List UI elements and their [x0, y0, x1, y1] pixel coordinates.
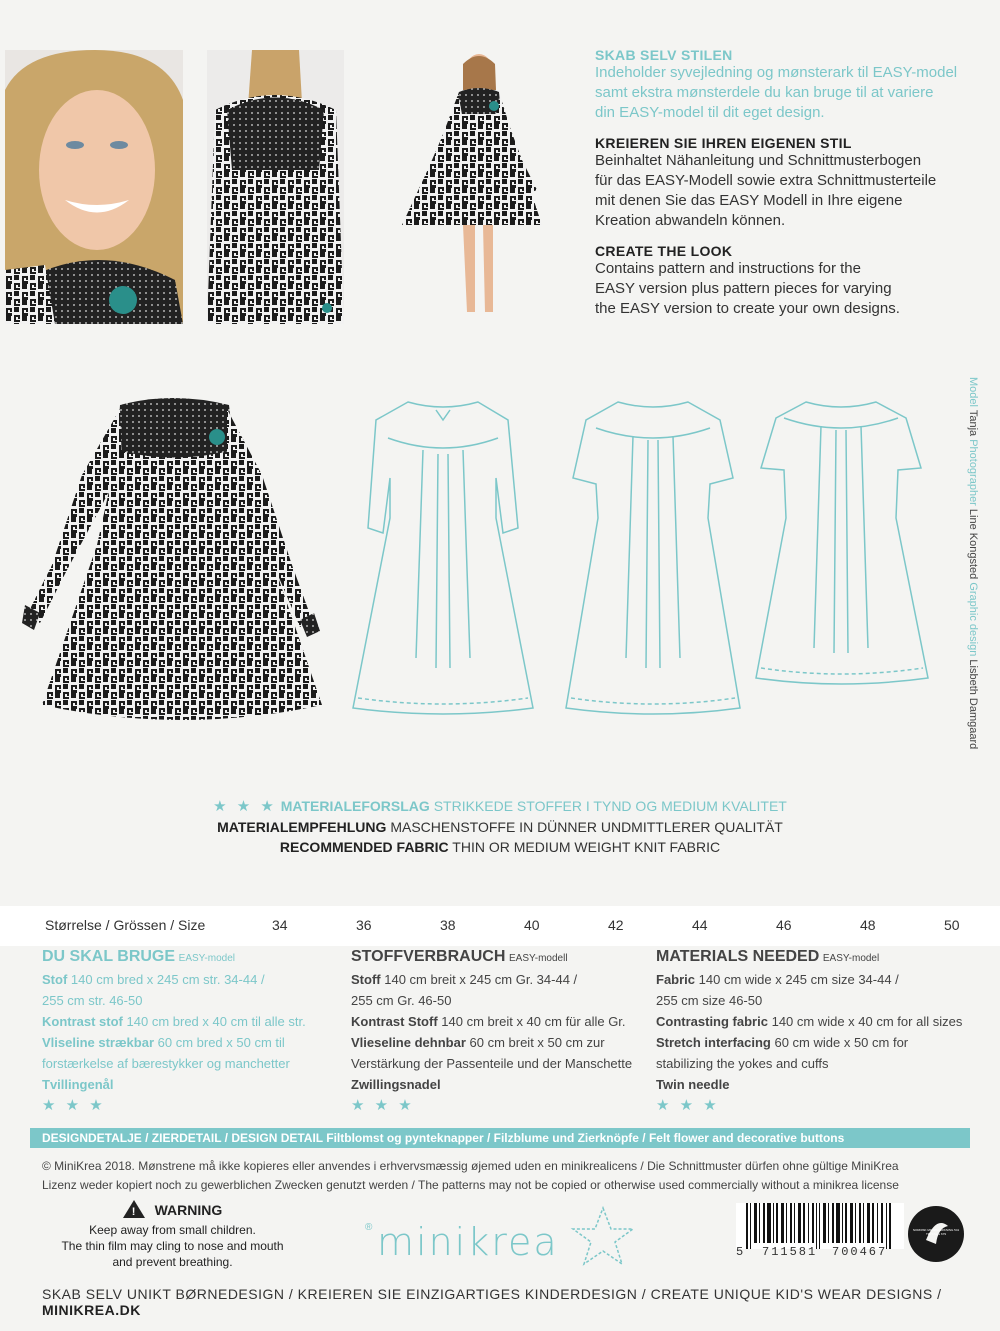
technical-drawings: [348, 398, 948, 723]
dress-product-image: [22, 395, 332, 730]
materials-da-model: EASY-model: [178, 953, 235, 964]
barcode: [736, 1203, 904, 1263]
footer-text: SKAB SELV UNIKT BØRNEDESIGN / KREIEREN SIE EINZIGARTIGES KINDERDESIGN / CREATE UNIQUE KID'S WEAR DESIGNS /: [42, 1286, 942, 1302]
fabric-de-value: MASCHENSTOFFE IN DÜNNER UNDMITTLERER QUALITÄT: [390, 819, 783, 835]
intro-de-line-2: für das EASY-Modell sowie extra Schnittmusterteile: [595, 172, 937, 189]
size-46: 46: [776, 917, 792, 933]
materials-en-fabric: 140 cm wide x 245 cm size 34-44 /: [698, 972, 899, 987]
warning-box: [40, 1200, 305, 1270]
minikrea-logo: [365, 1212, 645, 1272]
fabric-en-label: RECOMMENDED FABRIC: [279, 839, 449, 855]
fabric-en-value: THIN OR MEDIUM WEIGHT KNIT FABRIC: [452, 839, 721, 855]
model-full-photo: [397, 50, 547, 324]
fabric-de-label: MATERIALEMPFEHLUNG: [217, 819, 387, 835]
credits-model-name: Tanja: [967, 409, 979, 437]
materials-da: [42, 946, 342, 1116]
fabric-stars: ★ ★ ★: [213, 798, 277, 815]
size-42: 42: [608, 917, 624, 933]
materials-de-contrast-label: Kontrast Stoff: [351, 1014, 438, 1029]
copyright-line-1: © MiniKrea 2018. Mønstrene må ikke kopieres eller anvendes i erhvervsmæssig øjemed uden en minikrealicens / Die Schnittmuster dürfen ohne gültige MiniKrea: [42, 1159, 899, 1173]
copyright: [42, 1157, 972, 1195]
flat-view-2: [566, 402, 740, 714]
intro-de-line-1: Beinhaltet Nähanleitung und Schnittmusterbogen: [595, 152, 922, 169]
intro-en-title: CREATE THE LOOK: [595, 243, 733, 259]
ecolabel-icon: [908, 1206, 964, 1262]
intro-de-line-3: mit denen Sie das EASY Modell in Ihre eigene: [595, 192, 903, 209]
materials-en-fabric-label: Fabric: [656, 972, 696, 987]
flat-view-3: [756, 402, 928, 684]
footer-site-link[interactable]: MINIKREA.DK: [42, 1302, 141, 1318]
fabric-da-label: MATERIALEFORSLAG: [280, 798, 430, 814]
intro-en-line-3: the EASY version to create your own designs.: [595, 300, 900, 317]
intro-de-line-4: Kreation abwandeln können.: [595, 212, 786, 229]
materials-en-title: MATERIALS NEEDED: [656, 948, 820, 965]
warning-line-2: The thin film may cling to nose and mouth: [61, 1239, 284, 1253]
size-44: 44: [692, 917, 708, 933]
fabric-da-value: STRIKKEDE STOFFER I TYND OG MEDIUM KVALITET: [433, 798, 787, 814]
warning-line-1: Keep away from small children.: [89, 1223, 256, 1237]
materials-de-fabric: 140 cm breit x 245 cm Gr. 34-44 /: [384, 972, 578, 987]
size-34: 34: [272, 917, 288, 933]
logo-text: minikrea: [377, 1220, 559, 1264]
materials-de-contrast: 140 cm breit x 40 cm für alle Gr.: [441, 1014, 626, 1029]
size-40: 40: [524, 917, 540, 933]
materials-da-interfacing: 60 cm bred x 50 cm til: [157, 1035, 285, 1050]
materials-da-contrast: 140 cm bred x 40 cm til alle str.: [126, 1014, 306, 1029]
materials-de: [351, 946, 651, 1116]
credits-photo-name: Line Kongsted: [967, 508, 979, 580]
intro-da-line-1: Indeholder syvejledning og mønsterark til EASY-model: [595, 64, 958, 81]
materials-da-title: DU SKAL BRUGE: [42, 948, 176, 965]
flat-view-1: [353, 402, 533, 714]
materials-de-interfacing: 60 cm breit x 50 cm zur: [469, 1035, 605, 1050]
materials-en-fabric-2: 255 cm size 46-50: [656, 993, 763, 1008]
size-table: [0, 917, 1000, 937]
intro-text: [595, 47, 975, 319]
materials-en-model: EASY-model: [822, 953, 880, 964]
ecolabel-text: NORDISK MILJØMÆRKNING 541 TRYKSAG 679: [912, 1228, 960, 1236]
design-detail-banner: [30, 1128, 970, 1148]
materials-da-stars: ★ ★ ★: [42, 1097, 106, 1114]
copyright-line-2: Lizenz weder kopiert noch zu gewerblichen Zwecken genutzt werden / The patterns may not be copied or otherwise used commercially without a minikrea license: [42, 1178, 899, 1192]
materials-da-interfacing-label: Vliseline strækbar: [42, 1035, 154, 1050]
materials-en-contrast: 140 cm wide x 40 cm for all sizes: [771, 1014, 963, 1029]
materials-da-fabric-label: Stof: [42, 972, 68, 987]
intro-de-title: KREIEREN SIE IHREN EIGENEN STIL: [595, 135, 852, 151]
materials-da-contrast-label: Kontrast stof: [42, 1014, 123, 1029]
materials-de-fabric-2: 255 cm Gr. 46-50: [351, 993, 452, 1008]
warning-title: WARNING: [154, 1202, 223, 1218]
warning-line-3: and prevent breathing.: [112, 1255, 233, 1269]
size-36: 36: [356, 917, 372, 933]
materials-de-model: EASY-modell: [509, 953, 568, 964]
barcode-digits-2: 711581: [762, 1245, 818, 1259]
materials-en-interfacing-label: Stretch interfacing: [656, 1035, 771, 1050]
size-48: 48: [860, 917, 876, 933]
materials-en: [656, 946, 976, 1116]
star-logo-icon: [570, 1204, 636, 1270]
credits-vertical: [963, 377, 979, 807]
barcode-digit-1: 5: [736, 1245, 744, 1259]
materials-da-needle: Tvillingenål: [42, 1077, 114, 1092]
materials-en-stars: ★ ★ ★: [656, 1097, 720, 1114]
model-back-photo: [207, 50, 344, 324]
materials-en-interfacing-2: stabilizing the yokes and cuffs: [656, 1056, 829, 1071]
intro-da-title: SKAB SELV STILEN: [595, 47, 733, 63]
credits-design-label: Graphic design: [967, 582, 979, 657]
intro-da-line-3: din EASY-model til dit eget design.: [595, 104, 825, 121]
materials-de-needle: Zwillingsnadel: [351, 1077, 441, 1092]
barcode-digits-3: 700467: [832, 1245, 888, 1259]
materials-de-title: STOFFVERBRAUCH: [351, 948, 506, 965]
materials-da-fabric-2: 255 cm str. 46-50: [42, 993, 143, 1008]
banner-label: DESIGNDETALJE / ZIERDETAIL / DESIGN DETAIL: [42, 1131, 323, 1145]
size-38: 38: [440, 917, 456, 933]
intro-da-line-2: samt ekstra mønsterdele du kan bruge til at variere: [595, 84, 934, 101]
intro-en-line-1: Contains pattern and instructions for the: [595, 260, 861, 277]
materials-de-stars: ★ ★ ★: [351, 1097, 415, 1114]
footer-tagline: [42, 1286, 1000, 1318]
materials-de-interfacing-2: Verstärkung der Passenteile und der Manschette: [351, 1056, 633, 1071]
materials-de-interfacing-label: Vlieseline dehnbar: [351, 1035, 466, 1050]
credits-design-name: Lisbeth Damgaard: [967, 659, 979, 750]
materials-en-needle: Twin needle: [656, 1077, 730, 1092]
materials-da-interfacing-2: forstærkelse af bærestykker og manchetter: [42, 1056, 290, 1071]
warning-icon: !: [123, 1200, 145, 1218]
size-label: Størrelse / Grössen / Size: [45, 917, 206, 933]
materials-en-contrast-label: Contrasting fabric: [656, 1014, 768, 1029]
barcode-bars: [736, 1203, 904, 1249]
credits-photo-label: Photographer: [967, 439, 979, 506]
fabric-recommendation: [0, 796, 1000, 857]
intro-en-line-2: EASY version plus pattern pieces for varying: [595, 280, 892, 297]
model-face-photo: [5, 50, 183, 324]
logo-reg: ®: [365, 1222, 373, 1233]
credits-model-label: Model: [967, 377, 979, 407]
banner-text: Filtblomst og pynteknapper / Filzblume und Zierknöpfe / Felt flower and decorative buttons: [326, 1131, 845, 1145]
materials-da-fabric: 140 cm bred x 245 cm str. 34-44 /: [70, 972, 265, 987]
size-50: 50: [944, 917, 960, 933]
materials-de-fabric-label: Stoff: [351, 972, 381, 987]
materials-en-interfacing: 60 cm wide x 50 cm for: [774, 1035, 909, 1050]
